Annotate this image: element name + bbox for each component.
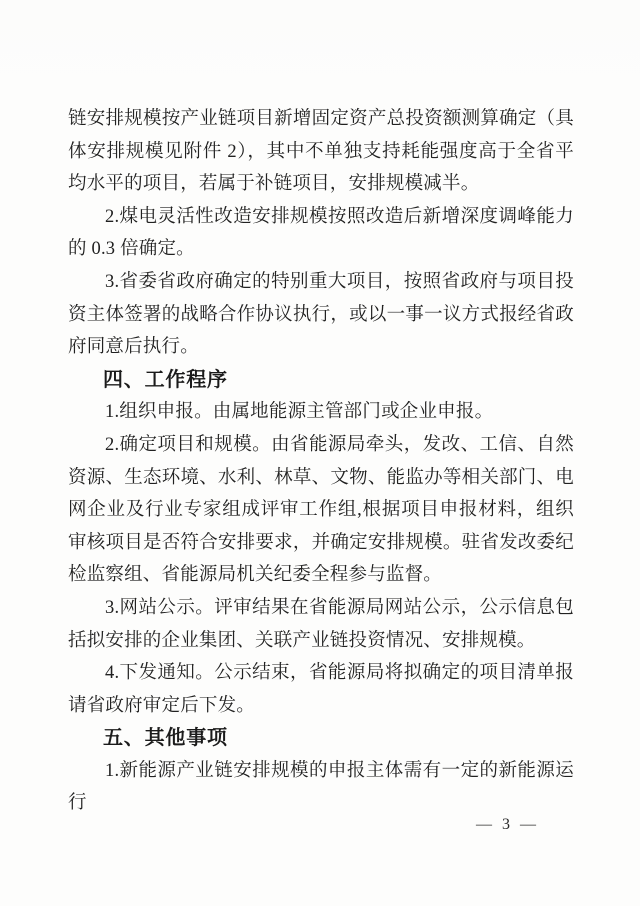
body-paragraph: 3.省委省政府确定的特别重大项目，按照省政府与项目投资主体签署的战略合作协议执行，或以一事一议方式报经省政府同意后执行。 [68, 271, 574, 358]
body-paragraph: 1.新能源产业链安排规模的申报主体需有一定的新能源运行 [68, 760, 574, 814]
section-heading-other-matters: 五、其他事项 [103, 727, 228, 750]
page-number: — 3 — [476, 816, 539, 833]
body-paragraph: 4.下发通知。公示结束，省能源局将拟确定的项目清单报请省政府审定后下发。 [68, 663, 574, 716]
section-heading-work-procedure: 四、工作程序 [103, 368, 228, 391]
body-paragraph: 2.确定项目和规模。由省能源局牵头，发改、工信、自然资源、生态环境、水利、林草、文物、能监办等相关部门、电网企业及行业专家组成评审工作组,根据项目申报材料，组织审核项目是否符合安排要求，并确定安排规模。驻省发改委纪检监察组、省能源局机关纪委全程参与监督。 [68, 434, 574, 586]
document-body [68, 103, 574, 820]
body-paragraph-continuation: 链安排规模按产业链项目新增固定资产总投资额测算确定（具体安排规模见附件 2），其中不单独支持耗能强度高于全省平均水平的项目，若属于补链项目，安排规模减半。 [68, 109, 574, 195]
body-paragraph: 1.组织申报。由属地能源主管部门或企业申报。 [105, 402, 494, 423]
body-paragraph: 2.煤电灵活性改造安排规模按照改造后新增深度调峰能力的 0.3 倍确定。 [68, 206, 574, 260]
body-paragraph: 3.网站公示。评审结果在省能源局网站公示，公示信息包括拟安排的企业集团、关联产业链投资情况、安排规模。 [68, 597, 574, 651]
